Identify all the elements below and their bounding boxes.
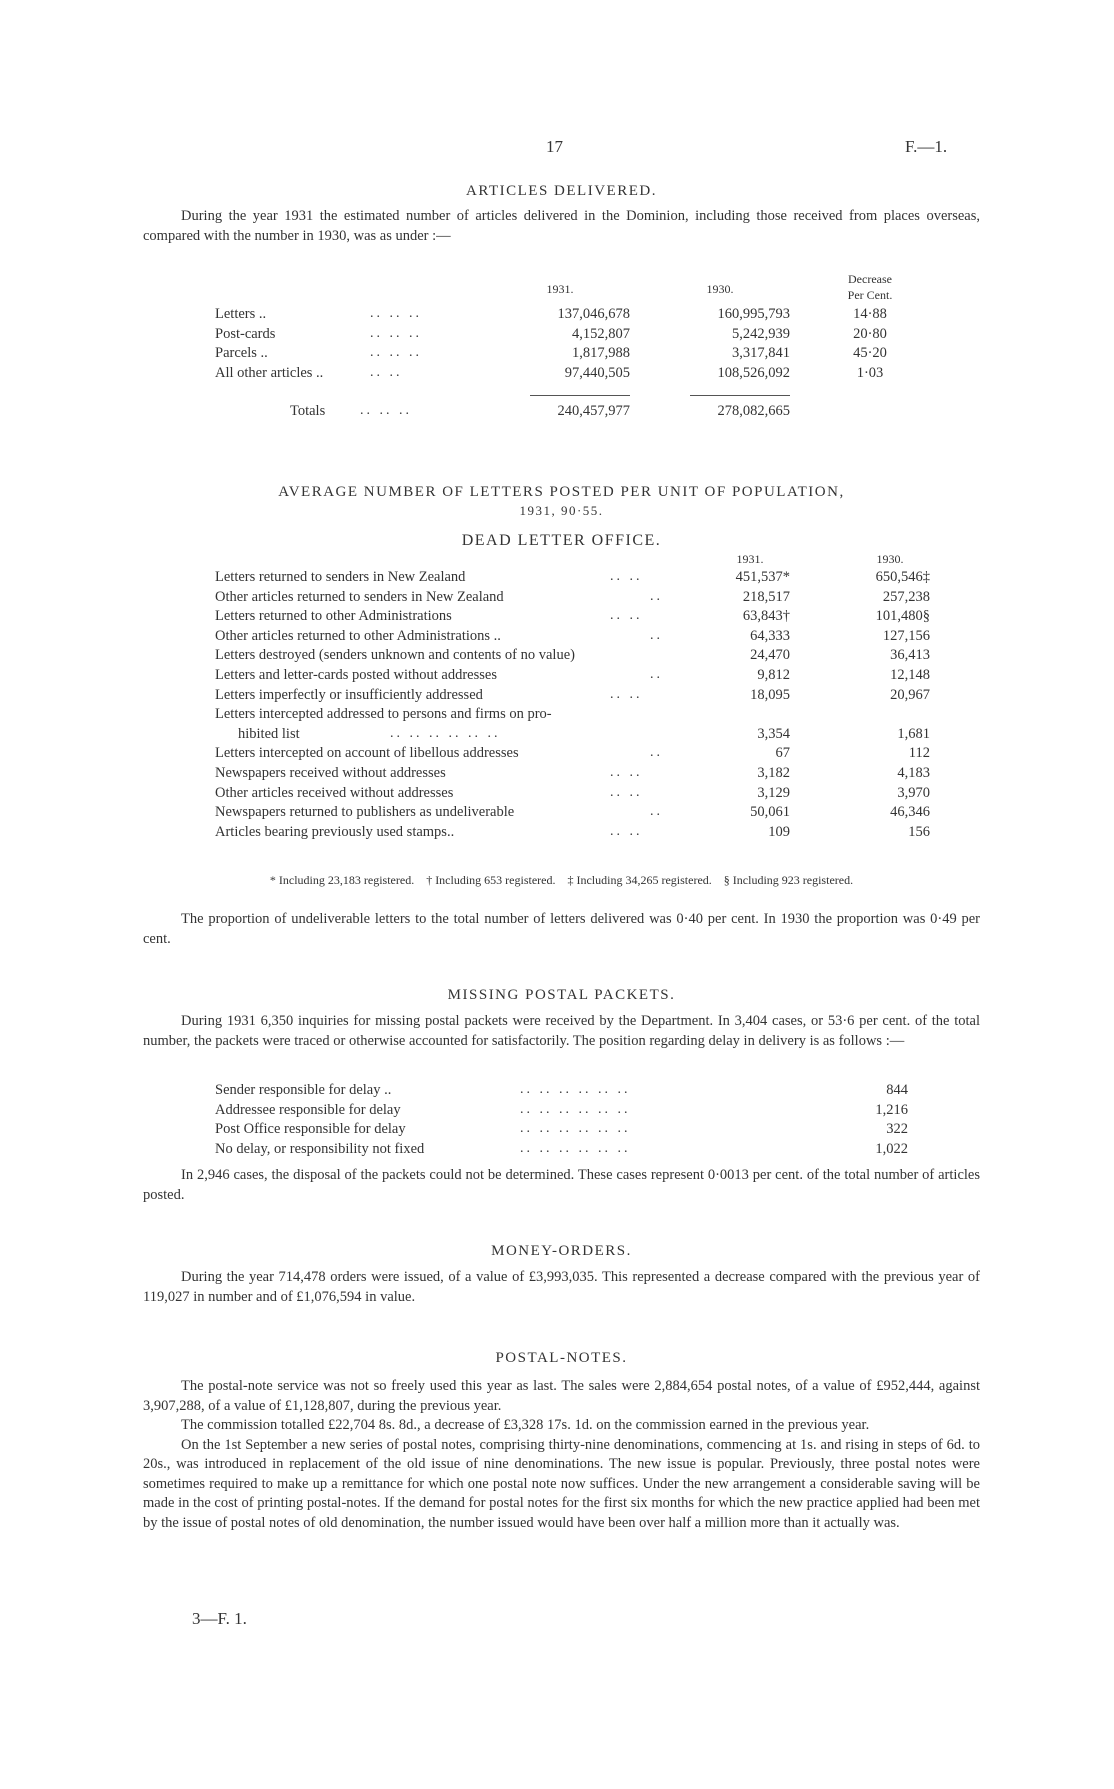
missing-packets-row-dots: .. .. .. .. .. .. xyxy=(520,1140,631,1156)
articles-row-decrease: 45·20 xyxy=(853,345,887,361)
articles-row-label: All other articles .. xyxy=(215,364,324,381)
missing-packets-closing-text: In 2,946 cases, the disposal of the packets could not be determined. These cases represent 0·0013 per cent. of the total number of articles posted. xyxy=(143,1167,980,1203)
articles-totals-dots: .. .. .. xyxy=(360,403,412,418)
articles-col-decrease: Decrease xyxy=(848,272,892,286)
dead-letter-row-label: Newspapers received without addresses xyxy=(215,765,446,781)
articles-total-rule-1930 xyxy=(690,395,790,396)
dead-letter-row-1930: 156 xyxy=(908,823,930,840)
dead-letter-row-1931: 109 xyxy=(768,823,790,840)
dead-letter-row-1931: 451,537* xyxy=(735,569,790,585)
missing-packets-row-dots: .. .. .. .. .. .. xyxy=(520,1101,631,1117)
missing-packets-row-label: Sender responsible for delay .. xyxy=(215,1082,392,1098)
dead-letter-row-1930: 36,413 xyxy=(890,647,930,664)
money-orders-body xyxy=(143,1268,980,1307)
dead-letter-row-1931: 3,129 xyxy=(757,784,790,801)
dead-letter-row-dots: .. xyxy=(650,745,663,761)
postal-notes-paragraph-1: The postal-note service was not so freely used this year as last. The sales were 2,884,654 postal notes, of a value of £952,444, against 3,907,288, of a value of £1,128,807, during the previous year. xyxy=(143,1378,980,1414)
money-orders-text: During the year 714,478 orders were issued, of a value of £3,993,035. This represented a decrease compared with the previous year of 119,027 in number and of £1,076,594 in value. xyxy=(143,1269,980,1305)
articles-row-label: Letters .. xyxy=(215,306,267,322)
missing-packets-heading: MISSING POSTAL PACKETS. xyxy=(447,987,676,1003)
page-number: 17 xyxy=(546,137,563,156)
articles-row-dots: .. .. .. xyxy=(370,306,422,321)
dead-letter-row-1930: 12,148 xyxy=(890,667,930,683)
articles-row-label: Parcels .. xyxy=(215,345,268,361)
dead-letter-row-label: Newspapers returned to publishers as undeliverable xyxy=(215,804,515,821)
articles-col-1931: 1931. xyxy=(546,282,574,296)
dead-letter-row-label: Other articles returned to other Administrations .. xyxy=(215,627,501,644)
dead-letter-row-1931: 9,812 xyxy=(757,667,790,683)
dead-letter-row-1930: 112 xyxy=(908,745,930,762)
dead-letter-row-label: Other articles returned to senders in New Zealand xyxy=(215,588,504,605)
average-letters-heading: AVERAGE NUMBER OF LETTERS POSTED PER UNIT OF POPULATION, xyxy=(278,484,845,500)
dead-letter-row-1930: 46,346 xyxy=(890,804,930,821)
page-signature: 3—F. 1. xyxy=(192,1609,247,1628)
missing-packets-intro-text: During 1931 6,350 inquiries for missing postal packets were received by the Department. In 3,404 cases, or 53·6 per cent. of the total number, the packets were traced or otherwise accounted for satisfactorily. The position regarding delay in delivery is as follows :— xyxy=(143,1013,980,1049)
dead-letter-row-1931: 3,182 xyxy=(757,765,790,781)
postal-notes-body xyxy=(143,1377,980,1533)
articles-row-1931: 4,152,807 xyxy=(572,325,630,342)
dead-letter-row-1930: 101,480§ xyxy=(875,608,930,625)
postal-notes-paragraph-2: The commission totalled £22,704 8s. 8d., a decrease of £3,328 17s. 1d. on the commission earned in the previous year. xyxy=(181,1417,870,1433)
dead-letter-row-label: Letters returned to senders in New Zealand xyxy=(215,569,466,585)
postal-notes-paragraph-3: On the 1st September a new series of postal notes, comprising thirty-nine denominations, commencing at 1s. and rising in steps of 6d. to 20s., was introduced in replacement of the old issue of nine denominations. The new issue is popular. Previously, three postal notes were sometimes required to make up a remittance for which one postal note now suffices. Under the new arrangement a considerable saving will be made in the cost of printing postal-notes. If the demand for postal notes for the first six months for which the new practice applied had been met by the issue of postal notes of old denomination, the number issued would have been over half a million more than it actually was. xyxy=(143,1436,980,1531)
articles-intro-text: During the year 1931 the estimated number of articles delivered in the Dominion, including those received from places overseas, compared with the number in 1930, was as under :— xyxy=(143,208,980,244)
articles-intro xyxy=(143,207,980,246)
missing-packets-closing xyxy=(143,1166,980,1205)
dead-letter-row-1930: 257,238 xyxy=(882,588,930,605)
dead-letter-row-label: Letters intercepted on account of libellous addresses xyxy=(215,745,519,762)
dead-letter-row-dots: .. xyxy=(650,667,663,682)
money-orders-heading: MONEY-ORDERS. xyxy=(491,1243,632,1259)
dead-letter-row-1931: 18,095 xyxy=(750,686,790,703)
articles-totals-label: Totals xyxy=(290,403,326,419)
dead-letter-row-dots: .. .. xyxy=(610,569,643,584)
articles-row-1931: 137,046,678 xyxy=(557,306,630,322)
dead-letter-heading: DEAD LETTER OFFICE. xyxy=(461,532,662,549)
dead-letter-col-1931: 1931. xyxy=(736,552,764,566)
dead-letter-row-dots: .. xyxy=(650,804,663,820)
undeliverable-proportion-text: The proportion of undeliverable letters to the total number of letters delivered was 0·40 per cent. In 1930 the proportion was 0·49 per cent. xyxy=(143,911,980,947)
articles-row-decrease: 1·03 xyxy=(856,364,884,381)
articles-totals-1930: 278,082,665 xyxy=(717,403,790,419)
articles-col-per-cent: Per Cent. xyxy=(847,288,893,302)
articles-total-rule-1931 xyxy=(530,395,630,396)
dead-letter-row-dots: .. .. .. .. .. .. xyxy=(390,725,501,741)
dead-letter-row-dots: .. xyxy=(650,627,663,643)
missing-packets-row-value: 1,022 xyxy=(875,1140,908,1157)
dead-letter-row-1931: 67 xyxy=(775,745,790,762)
articles-row-label: Post-cards xyxy=(215,325,276,342)
missing-packets-row-dots: .. .. .. .. .. .. xyxy=(520,1121,631,1136)
missing-packets-intro xyxy=(143,1012,980,1051)
articles-delivered-heading: ARTICLES DELIVERED. xyxy=(466,183,657,199)
missing-packets-row-value: 1,216 xyxy=(875,1101,908,1118)
articles-row-1930: 5,242,939 xyxy=(732,325,790,342)
missing-packets-row-label: Addressee responsible for delay xyxy=(215,1101,401,1118)
missing-packets-row-label: No delay, or responsibility not fixed xyxy=(215,1140,425,1157)
missing-packets-row-value: 322 xyxy=(886,1121,908,1137)
dead-letter-row-1930: 4,183 xyxy=(897,765,930,781)
articles-row-1930: 3,317,841 xyxy=(732,345,790,361)
dead-letter-row-dots: .. .. xyxy=(610,765,643,780)
articles-row-1930: 108,526,092 xyxy=(717,364,790,381)
articles-totals-1931: 240,457,977 xyxy=(557,403,630,419)
articles-row-1931: 1,817,988 xyxy=(572,345,630,361)
articles-row-dots: .. .. .. xyxy=(370,325,422,341)
missing-packets-row-value: 844 xyxy=(886,1082,908,1098)
dead-letter-row-label: hibited list xyxy=(238,725,300,742)
dead-letter-row-1930: 1,681 xyxy=(897,725,930,742)
dead-letter-row-1930: 3,970 xyxy=(897,784,930,801)
postal-notes-heading: POSTAL-NOTES. xyxy=(495,1350,628,1366)
articles-row-dots: .. .. .. xyxy=(370,345,422,360)
dead-letter-row-label: Articles bearing previously used stamps.. xyxy=(215,823,455,840)
dead-letter-row-1931: 24,470 xyxy=(750,647,790,664)
dead-letter-row-dots: .. .. xyxy=(610,784,643,800)
dead-letter-row-1931: 218,517 xyxy=(742,588,790,605)
dead-letter-row-label: Other articles received without addresses xyxy=(215,784,454,801)
dead-letter-row-dots: .. xyxy=(650,588,663,604)
dead-letter-row-1931: 50,061 xyxy=(750,804,790,821)
articles-row-1930: 160,995,793 xyxy=(717,306,790,322)
dead-letter-row-label: Letters destroyed (senders unknown and contents of no value) xyxy=(215,647,575,664)
dead-letter-row-1930: 650,546‡ xyxy=(875,569,930,585)
missing-packets-row-dots: .. .. .. .. .. .. xyxy=(520,1082,631,1097)
dead-letter-row-1930: 127,156 xyxy=(882,627,930,644)
articles-row-decrease: 14·88 xyxy=(853,306,887,322)
dead-letter-row-label: Letters returned to other Administrations xyxy=(215,608,452,625)
articles-col-1930: 1930. xyxy=(706,282,734,296)
undeliverable-proportion xyxy=(143,910,980,949)
dead-letter-row-dots: .. .. xyxy=(610,823,643,839)
dead-letter-row-1931: 64,333 xyxy=(750,627,790,644)
dead-letter-row-label: Letters intercepted addressed to persons and firms on pro- xyxy=(215,706,552,723)
dead-letter-row-1931: 3,354 xyxy=(757,725,790,742)
articles-row-1931: 97,440,505 xyxy=(564,364,630,381)
dead-letter-row-1931: 63,843† xyxy=(742,608,790,625)
dead-letter-row-dots: .. .. xyxy=(610,686,643,702)
dead-letter-col-1930: 1930. xyxy=(876,552,904,566)
dead-letter-row-1930: 20,967 xyxy=(890,686,930,703)
dead-letter-row-label: Letters and letter-cards posted without addresses xyxy=(215,667,497,683)
articles-row-decrease: 20·80 xyxy=(853,325,887,342)
dead-letter-footnotes: * Including 23,183 registered. † Including 653 registered. ‡ Including 34,265 registered. § Including 923 registered. xyxy=(269,873,854,887)
articles-row-dots: .. .. xyxy=(370,364,403,380)
average-letters-value: 1931, 90·55. xyxy=(519,503,604,518)
dead-letter-row-label: Letters imperfectly or insufficiently addressed xyxy=(215,686,483,703)
document-reference: F.—1. xyxy=(905,137,948,156)
dead-letter-row-dots: .. .. xyxy=(610,608,643,624)
missing-packets-row-label: Post Office responsible for delay xyxy=(215,1121,406,1137)
